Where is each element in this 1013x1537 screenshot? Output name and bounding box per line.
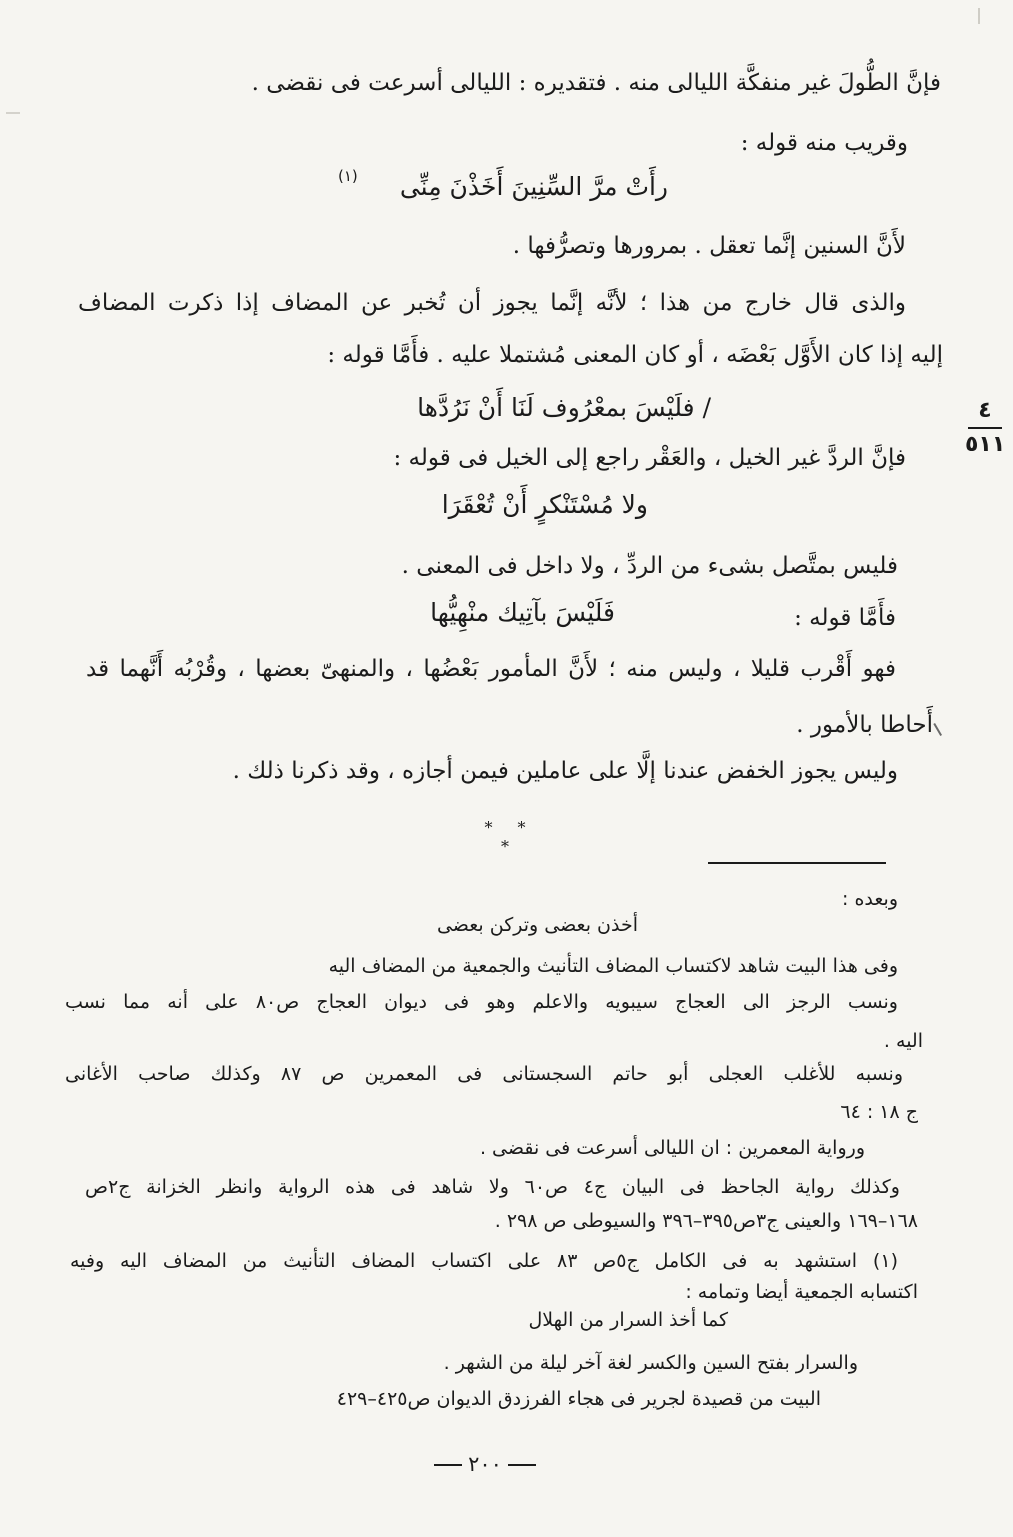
footnote-line: اليه . xyxy=(883,1030,923,1052)
page-number-dash xyxy=(434,1464,462,1466)
verse-line: ولا مُسْتَنْكرٍ أَنْ تُعْقَرَا xyxy=(441,490,648,519)
footnote-line: ورواية المعمرين : ان الليالى أسرعت فى نقضى . xyxy=(479,1137,865,1159)
main-text-line: فإنَّ الردَّ غير الخيل ، والعَقْر راجع إلى الخيل فى قوله : xyxy=(393,445,906,471)
page-number xyxy=(420,1452,550,1476)
main-text-line: لأَنَّ السنين إنَّما تعقل . بمرورها وتصرُّفها . xyxy=(512,233,906,259)
main-text-line: والذى قال خارج من هذا ؛ لأنَّه إنَّما يجوز أن تُخبر عن المضاف إذا ذكرت المضاف xyxy=(78,290,906,316)
footnote-line: أخذن بعضى وتركن بعضى xyxy=(436,914,638,936)
margin-divider xyxy=(968,427,1002,429)
footnote-line: وفى هذا البيت شاهد لاكتساب المضاف التأنيث والجمعية من المضاف اليه xyxy=(328,955,898,977)
footnote-line: وبعده : xyxy=(842,888,898,910)
footnote-line: (١) استشهد به فى الكامل ج٥ص ٨٣ على اكتساب المضاف التأنيث من المضاف اليه وفيه xyxy=(70,1250,898,1272)
main-text-line: أَحاطا بالأمور . xyxy=(796,712,933,738)
main-text-line: فإنَّ الطُّولَ غير منفكَّة الليالى منه . فتقديره : الليالى أسرعت فى نقضى . xyxy=(251,70,941,96)
footnote-line: ونسب الرجز الى العجاج سيبويه والاعلم وهو فى ديوان العجاج ص٨٠ على أنه مما نسب xyxy=(65,991,898,1013)
footnote-line: والسرار بفتح السين والكسر لغة آخر ليلة من الشهر . xyxy=(443,1352,858,1374)
verse-line: رأَتْ مرَّ السِّنِينَ أَخَذْنَ مِنِّى xyxy=(399,172,668,201)
footnote-line: وكذلك رواية الجاحظ فى البيان ج٤ ص٦٠ ولا شاهد فى هذه الرواية وانظر الخزانة ج٢ص xyxy=(85,1176,900,1198)
footnote-line: ١٦٨–١٦٩ والعينى ج٣ص٣٩٥–٣٩٦ والسيوطى ص ٢٩٨ . xyxy=(494,1210,918,1232)
scan-mark xyxy=(933,718,950,736)
page-number-value: ٢٠٠ xyxy=(468,1452,502,1476)
footnote-line: ج ١٨ : ٦٤ xyxy=(840,1101,918,1123)
scan-mark xyxy=(978,8,980,24)
footnote-line: اكتسابه الجمعية أيضا وتمامه : xyxy=(685,1281,918,1303)
scan-mark xyxy=(6,112,20,114)
footnote-line: كما أخذ السرار من الهلال xyxy=(528,1309,728,1331)
main-text-line: فهو أَقْرب قليلا ، وليس منه ؛ لأَنَّ المأمور بَعْضُها ، والمنهىّ بعضها ، وقُرْبُه أَنَّهما قد xyxy=(86,656,896,682)
section-separator: * * * xyxy=(484,818,536,856)
footnote-line: ونسبه للأغلب العجلى أبو حاتم السجستانى فى المعمرين ص ٨٧ وكذلك صاحب الأغانى xyxy=(65,1063,903,1085)
margin-reference-bottom: ٥١١ xyxy=(965,432,1006,457)
main-text-line: فأَمَّا قوله : xyxy=(794,605,896,631)
page-number-dash xyxy=(508,1464,536,1466)
footnote-divider xyxy=(708,862,886,864)
main-text-line: إليه إذا كان الأَوَّل بَعْضَه ، أو كان المعنى مُشتملا عليه . فأَمَّا قوله : xyxy=(327,342,943,368)
verse-line: / فلَيْسَ بمعْرُوف لَنَا أَنْ نَرُدَّها xyxy=(417,393,711,422)
footnote-line: البيت من قصيدة لجرير فى هجاء الفرزدق الديوان ص٤٢٥–٤٢٩ xyxy=(336,1388,821,1410)
main-text-line: وليس يجوز الخفض عندنا إلَّا على عاملين فيمن أجازه ، وقد ذكرنا ذلك . xyxy=(232,758,898,784)
main-text-line: فليس بمتَّصل بشىء من الردِّ ، ولا داخل فى المعنى . xyxy=(401,553,898,579)
main-text-line: وقريب منه قوله : xyxy=(740,130,908,156)
margin-reference-top: ٤ xyxy=(978,398,992,423)
footnote-marker: (١) xyxy=(338,167,358,185)
verse-line: فَلَيْسَ بآتِيك منْهِيُّها xyxy=(430,598,615,627)
